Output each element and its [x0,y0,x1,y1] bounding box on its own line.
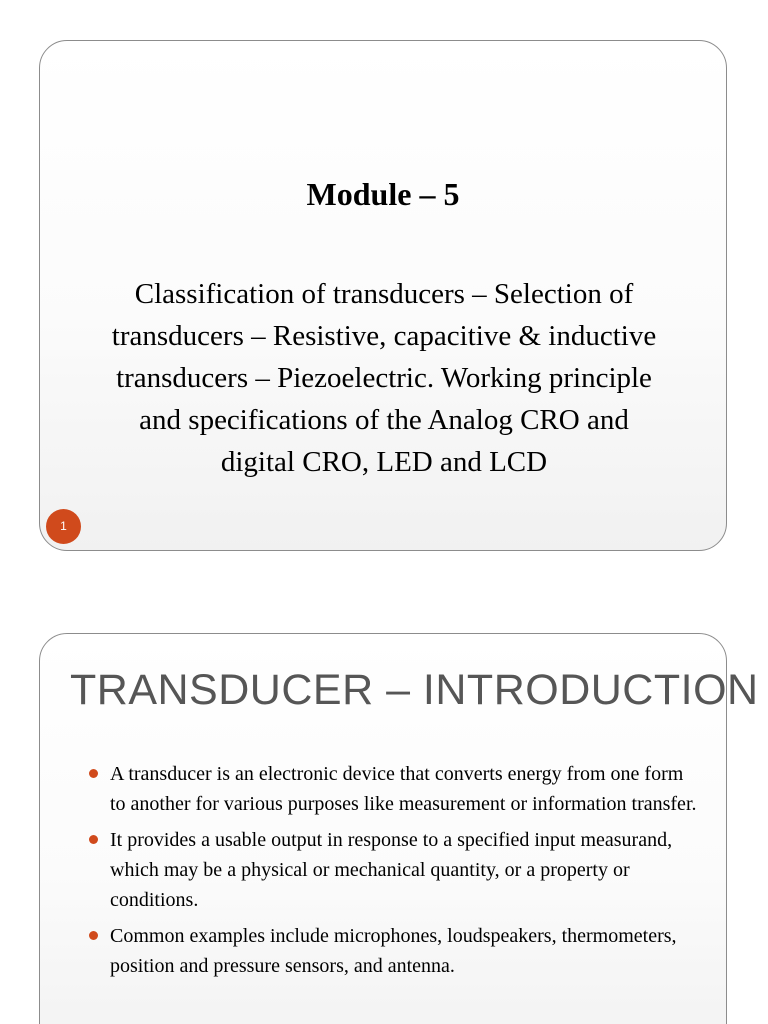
bullet-dot-icon [89,769,98,778]
module-title: Module – 5 [306,176,460,212]
bullet-item [86,759,698,819]
module-description: Classification of transducers – Selection of transducers – Resistive, capacitive & inductive transducers – Piezoelectric. Working principle and specifications of the Analog CRO and digital CRO, LED and LCD [111,278,657,478]
slide-number-badge: 1 [46,509,81,544]
bullet-dot-icon [89,931,98,940]
bullet-item [86,825,698,915]
slide-transducer-introduction [39,633,759,1024]
bullet-item [86,921,698,981]
bullet-list [86,759,698,987]
slide-module-5 [39,40,727,551]
bullet-text: Common examples include microphones, loudspeakers, thermometers, position and pressure sensors, and antenna. [110,925,677,977]
bullet-text: A transducer is an electronic device that converts energy from one form to another for various purposes like measurement or information transfer. [110,763,697,815]
bullet-dot-icon [89,835,98,844]
slide-title: TRANSDUCER – INTRODUCTION [70,666,759,714]
bullet-text: It provides a usable output in response to a specified input measurand, which may be a physical or mechanical quantity, or a property or conditions. [110,829,673,911]
